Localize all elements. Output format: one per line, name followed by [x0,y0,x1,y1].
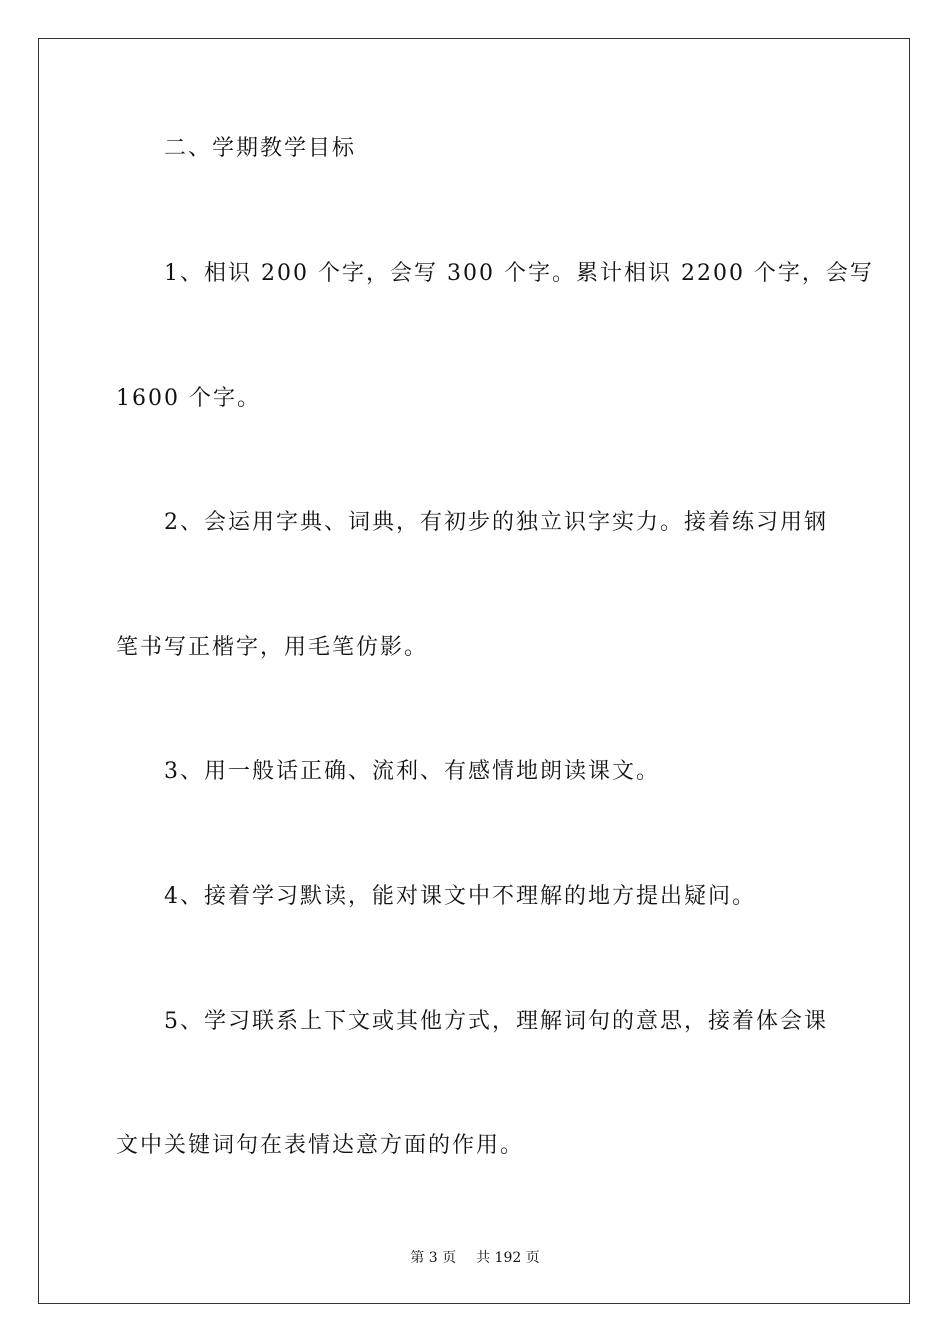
paragraph-4: 4、接着学习默读，能对课文中不理解的地方提出疑问。 [164,884,756,909]
paragraph-5-line-2: 文中关键词句在表情达意方面的作用。 [116,1133,525,1158]
paragraph-2-line-1: 2、会运用字典、词典，有初步的独立识字实力。接着练习用钢 [164,510,828,535]
page-border [38,38,910,1304]
paragraph-1-line-1: 1、相识 200 个字，会写 300 个字。累计相识 2200 个字，会写 [164,261,874,286]
page-number: 第 3 页 [410,1250,457,1266]
section-heading: 二、学期教学目标 [164,136,357,161]
page-total: 共 192 页 [476,1250,540,1266]
paragraph-3: 3、用一般话正确、流利、有感情地朗读课文。 [164,759,660,784]
page-footer [0,1248,950,1268]
paragraph-1-line-2: 1600 个字。 [116,386,261,411]
paragraph-2-line-2: 笔书写正楷字，用毛笔仿影。 [116,635,429,660]
paragraph-5-line-1: 5、学习联系上下文或其他方式，理解词句的意思，接着体会课 [164,1009,828,1034]
